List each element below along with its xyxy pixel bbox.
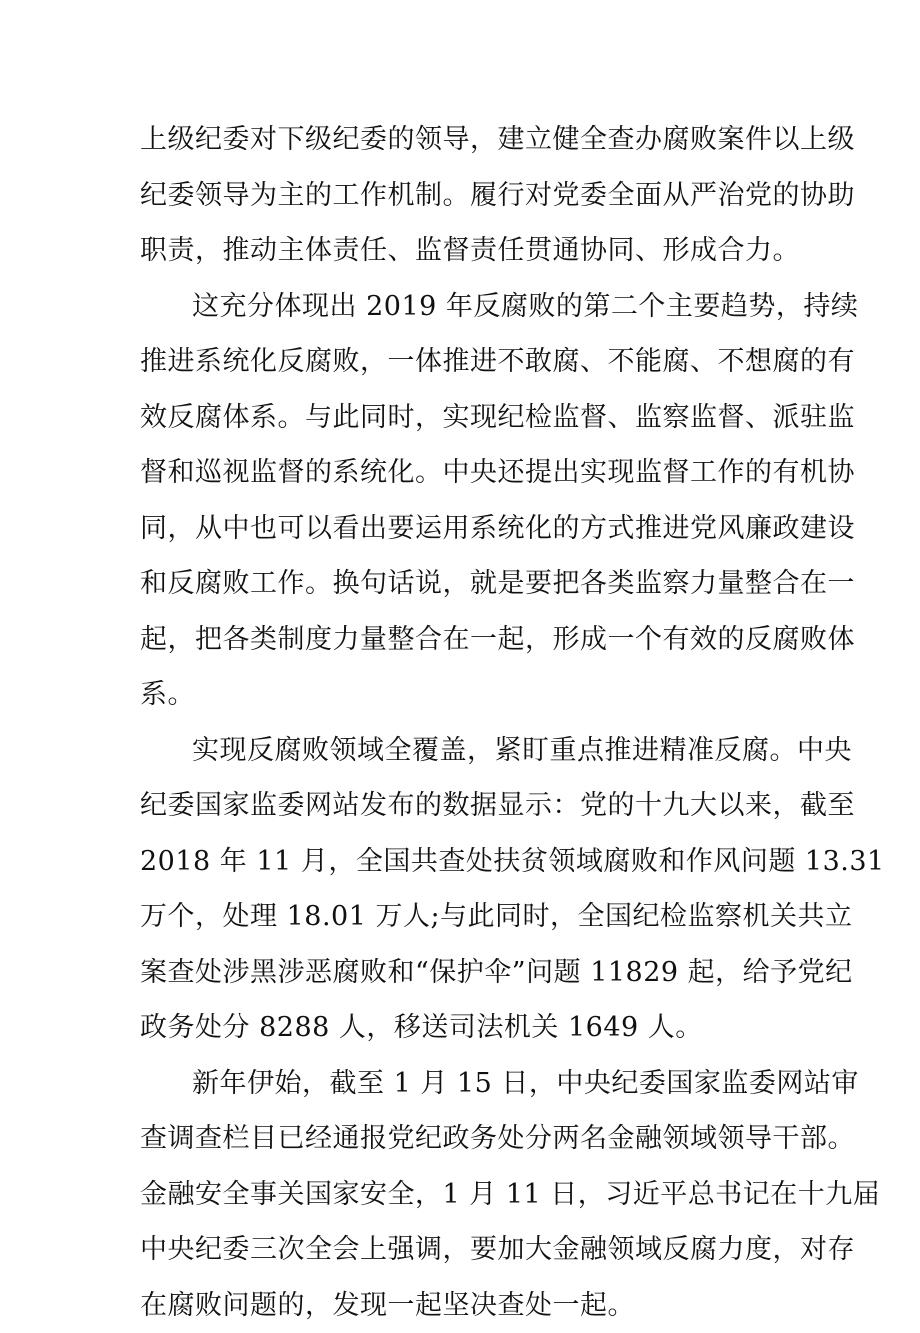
paragraph-line: 效反腐体系。与此同时，实现纪检监督、监察监督、派驻监 (140, 390, 780, 446)
paragraph-line: 督和巡视监督的系统化。中央还提出实现监督工作的有机协 (140, 445, 780, 501)
paragraph-line: 纪委国家监委网站发布的数据显示：党的十九大以来，截至 (140, 778, 780, 834)
paragraph-line: 起，把各类制度力量整合在一起，形成一个有效的反腐败体 (140, 612, 780, 668)
paragraph-line: 案查处涉黑涉恶腐败和“保护伞”问题 11829 起，给予党纪 (140, 945, 780, 1001)
paragraph-line: 职责，推动主体责任、监督责任贯通协同、形成合力。 (140, 223, 780, 279)
paragraph-line: 中央纪委三次全会上强调，要加大金融领域反腐力度，对存 (140, 1222, 780, 1278)
paragraph-line: 实现反腐败领域全覆盖，紧盯重点推进精准反腐。中央 (140, 723, 780, 779)
paragraph-line: 查调查栏目已经通报党纪政务处分两名金融领域领导干部。 (140, 1111, 780, 1167)
paragraph-line: 2018 年 11 月，全国共查处扶贫领域腐败和作风问题 13.31 (140, 834, 780, 890)
paragraph-line: 金融安全事关国家安全，1 月 11 日，习近平总书记在十九届 (140, 1167, 780, 1223)
document-body (140, 112, 780, 1333)
paragraph-line: 万个，处理 18.01 万人;与此同时，全国纪检监察机关共立 (140, 889, 780, 945)
paragraph-line: 和反腐败工作。换句话说，就是要把各类监察力量整合在一 (140, 556, 780, 612)
paragraph-line: 系。 (140, 667, 780, 723)
paragraph-line: 在腐败问题的，发现一起坚决查处一起。 (140, 1278, 780, 1333)
paragraph-line: 这充分体现出 2019 年反腐败的第二个主要趋势，持续 (140, 279, 780, 335)
paragraph-line: 推进系统化反腐败，一体推进不敢腐、不能腐、不想腐的有 (140, 334, 780, 390)
paragraph-line: 上级纪委对下级纪委的领导，建立健全查办腐败案件以上级 (140, 112, 780, 168)
paragraph-line: 新年伊始，截至 1 月 15 日，中央纪委国家监委网站审 (140, 1056, 780, 1112)
paragraph-line: 纪委领导为主的工作机制。履行对党委全面从严治党的协助 (140, 168, 780, 224)
paragraph-line: 政务处分 8288 人，移送司法机关 1649 人。 (140, 1000, 780, 1056)
paragraph-line: 同，从中也可以看出要运用系统化的方式推进党风廉政建设 (140, 501, 780, 557)
